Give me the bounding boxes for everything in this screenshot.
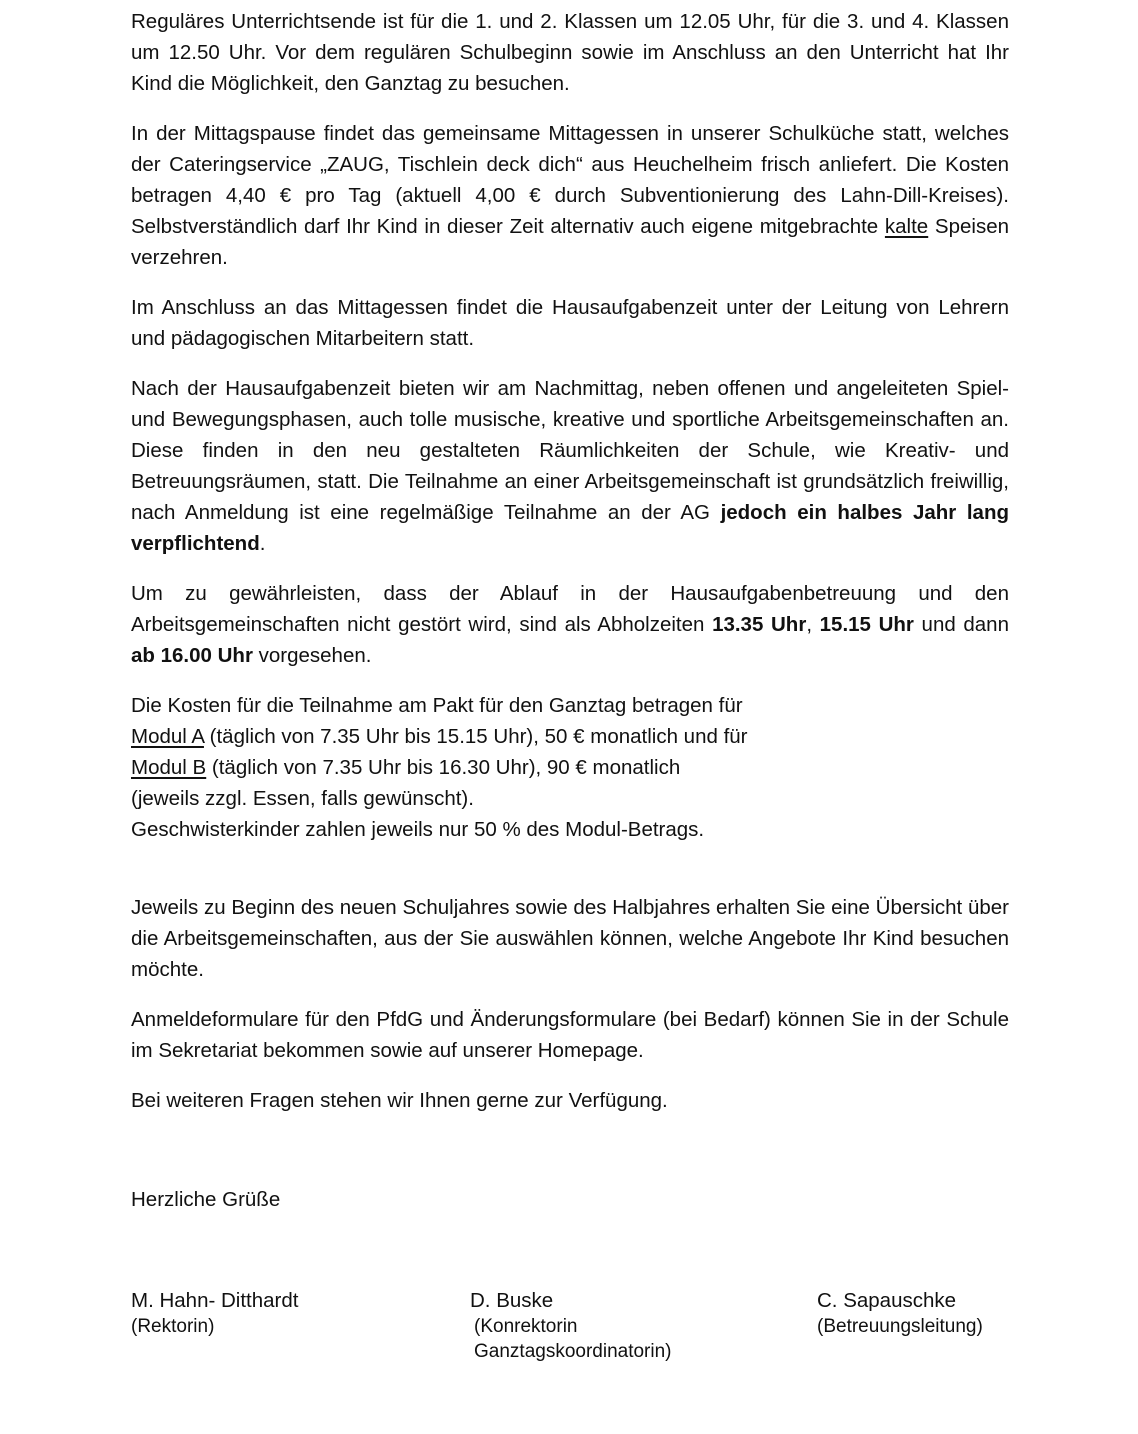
- costs-meals-note: (jeweils zzgl. Essen, falls gewünscht).: [131, 787, 474, 810]
- module-a-line: [131, 721, 1009, 752]
- lunch-text-end: Speisen verzehren.: [131, 215, 1009, 269]
- lunch-text: In der Mittagspause findet das gemeinsame Mittagessen in unserer Schulküche statt, welches der Cateringservice „ZAUG, Tischlein deck dich“ aus Heuchelheim frisch anliefert. Die Kosten betragen 4,40 € pro Tag (aktuell 4,00 € durch Subventionierung des Lahn-Dill-Kreises). Selbstverständlich darf Ihr Kind in dieser Zeit alternativ auch eigene mitgebrachte: [131, 122, 1009, 238]
- pickup-sep: ,: [806, 613, 820, 636]
- pickup-mid: und dann: [913, 613, 1009, 636]
- signature-konrektorin: [470, 1288, 672, 1364]
- underlined-kalte: kalte: [884, 215, 929, 238]
- paragraph-pickup-times: [131, 578, 1009, 671]
- signature-role: (Betreuungsleitung): [817, 1316, 983, 1337]
- module-a-label: Modul A: [131, 725, 204, 748]
- activities-text-end: .: [259, 532, 266, 555]
- pickup-time-3: ab 16.00 Uhr: [131, 644, 253, 667]
- paragraph-forms: Anmeldeformulare für den PfdG und Änderungsformulare (bei Bedarf) können Sie in der Schule im Sekretariat bekommen sowie auf unserer Homepage.: [131, 1008, 1009, 1062]
- module-b-label: Modul B: [131, 756, 207, 779]
- costs-intro: Die Kosten für die Teilnahme am Pakt für den Ganztag betragen für: [131, 694, 743, 717]
- signature-role: (Konrektorin: [474, 1316, 578, 1337]
- paragraph-lunch: [131, 118, 1009, 273]
- module-a-text: (täglich von 7.35 Uhr bis 15.15 Uhr), 50 € monatlich und für: [203, 725, 748, 748]
- paragraph-overview: Jeweils zu Beginn des neuen Schuljahres sowie des Halbjahres erhalten Sie eine Übersicht über die Arbeitsgemeinschaften, aus der Sie auswählen können, welche Angebote Ihr Kind besuchen möchte.: [131, 896, 1009, 981]
- signature-rektorin: [131, 1288, 298, 1339]
- paragraph-school-end-times: Reguläres Unterrichtsende ist für die 1. und 2. Klassen um 12.05 Uhr, für die 3. und 4. Klassen um 12.50 Uhr. Vor dem regulären Schulbeginn sowie im Anschluss an den Unterricht hat Ihr Kind die Möglichkeit, den Ganztag zu besuchen.: [131, 10, 1009, 95]
- pickup-text: Um zu gewährleisten, dass der Ablauf in der Hausaufgabenbetreuung und den Arbeitsgemeinschaften nicht gestört wird, sind als Abholzeiten: [131, 582, 1009, 636]
- signature-name: C. Sapauschke: [817, 1289, 957, 1312]
- signature-name: D. Buske: [470, 1289, 554, 1312]
- signature-name: M. Hahn- Ditthardt: [131, 1289, 299, 1312]
- letter-body-lower: [131, 892, 1009, 1135]
- pickup-text-end: vorgesehen.: [252, 644, 372, 667]
- closing: Herzliche Grüße: [131, 1188, 281, 1211]
- paragraph-costs: [131, 690, 1009, 845]
- pickup-time-1: 13.35 Uhr: [712, 613, 807, 636]
- costs-siblings-note: Geschwisterkinder zahlen jeweils nur 50 % des Modul-Betrags.: [131, 818, 705, 841]
- paragraph-activities: [131, 373, 1009, 559]
- module-b-text: (täglich von 7.35 Uhr bis 16.30 Uhr), 90 € monatlich: [206, 756, 681, 779]
- paragraph-questions: Bei weiteren Fragen stehen wir Ihnen gerne zur Verfügung.: [131, 1089, 668, 1112]
- signature-betreuungsleitung: [817, 1288, 983, 1339]
- letter-body: [131, 6, 1009, 845]
- activities-text: Nach der Hausaufgabenzeit bieten wir am Nachmittag, neben offenen und angeleiteten Spiel- und Bewegungsphasen, auch tolle musische, kreative und sportliche Arbeitsgemeinschaften an. Diese finden in den neu gestalteten Räumlichkeiten der Schule, wie Kreativ- und Betreuungsräumen, statt. Die Teilnahme an einer Arbeitsgemeinschaft ist grundsätzlich freiwillig, nach Anmeldung ist eine regelmäßige Teilnahme an der AG: [131, 377, 1009, 524]
- pickup-time-2: 15.15 Uhr: [819, 613, 914, 636]
- paragraph-homework-time: Im Anschluss an das Mittagessen findet die Hausaufgabenzeit unter der Leitung von Lehrern und pädagogischen Mitarbeitern statt.: [131, 296, 1009, 350]
- bold-obligation: jedoch ein halbes Jahr lang verpflichtend: [131, 501, 1010, 555]
- signature-role-line2: Ganztagskoordinatorin): [474, 1341, 672, 1362]
- signature-role: (Rektorin): [131, 1316, 215, 1337]
- module-b-line: [131, 752, 1009, 783]
